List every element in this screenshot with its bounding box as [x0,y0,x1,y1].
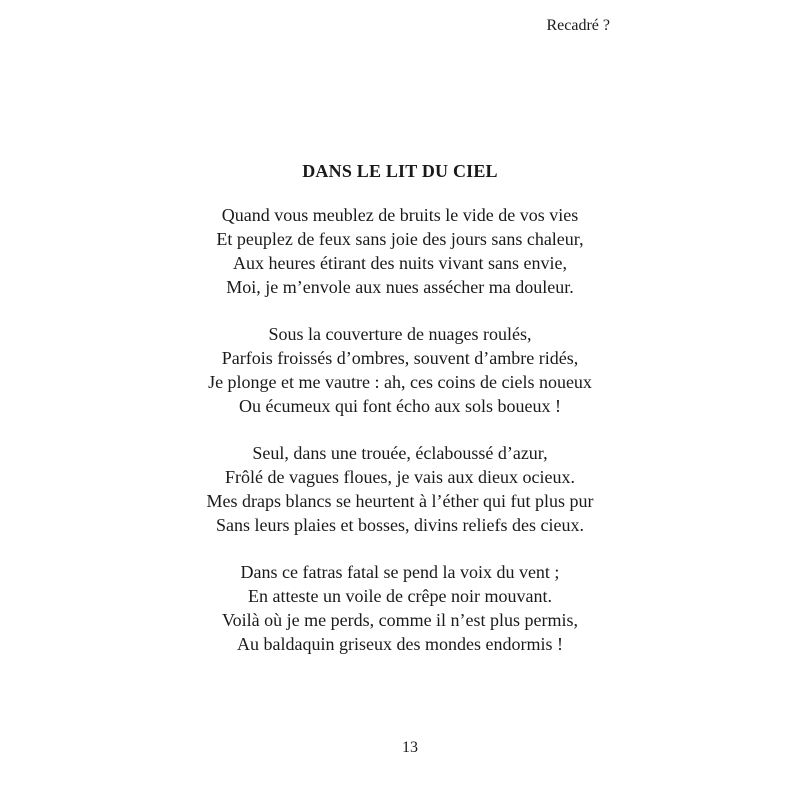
verse: Seul, dans une trouée, éclaboussé d’azur, [252,443,548,463]
verse: Moi, je m’envole aux nues assécher ma douleur. [226,277,574,297]
stanza-4 [0,560,800,656]
verse: Et peuplez de feux sans joie des jours sans chaleur, [216,229,584,249]
verse: Quand vous meublez de bruits le vide de vos vies [221,205,579,225]
verse: En atteste un voile de crêpe noir mouvant. [248,586,552,606]
poem-title: DANS LE LIT DU CIEL [302,161,498,181]
verse: Mes draps blancs se heurtent à l’éther qui fut plus pur [206,491,594,511]
verse: Au baldaquin griseux des mondes endormis ! [237,634,563,654]
running-header: Recadré ? [546,17,610,34]
verse: Sans leurs plaies et bosses, divins reliefs des cieux. [216,515,584,535]
verse: Aux heures étirant des nuits vivant sans envie, [233,253,567,273]
stanza-2 [0,322,800,418]
verse: Sous la couverture de nuages roulés, [268,324,532,344]
page-number: 13 [402,739,418,756]
stanza-3 [0,441,800,537]
verse: Parfois froissés d’ombres, souvent d’ambre ridés, [221,348,579,368]
verse: Ou écumeux qui font écho aux sols boueux ! [239,396,561,416]
verse: Je plonge et me vautre : ah, ces coins de ciels noueux [208,372,592,392]
poem [0,157,800,679]
stanza-1 [0,203,800,299]
verse: Frôlé de vagues floues, je vais aux dieux ocieux. [225,467,575,487]
verse: Voilà où je me perds, comme il n’est plus permis, [221,610,579,630]
verse: Dans ce fatras fatal se pend la voix du vent ; [240,562,560,582]
